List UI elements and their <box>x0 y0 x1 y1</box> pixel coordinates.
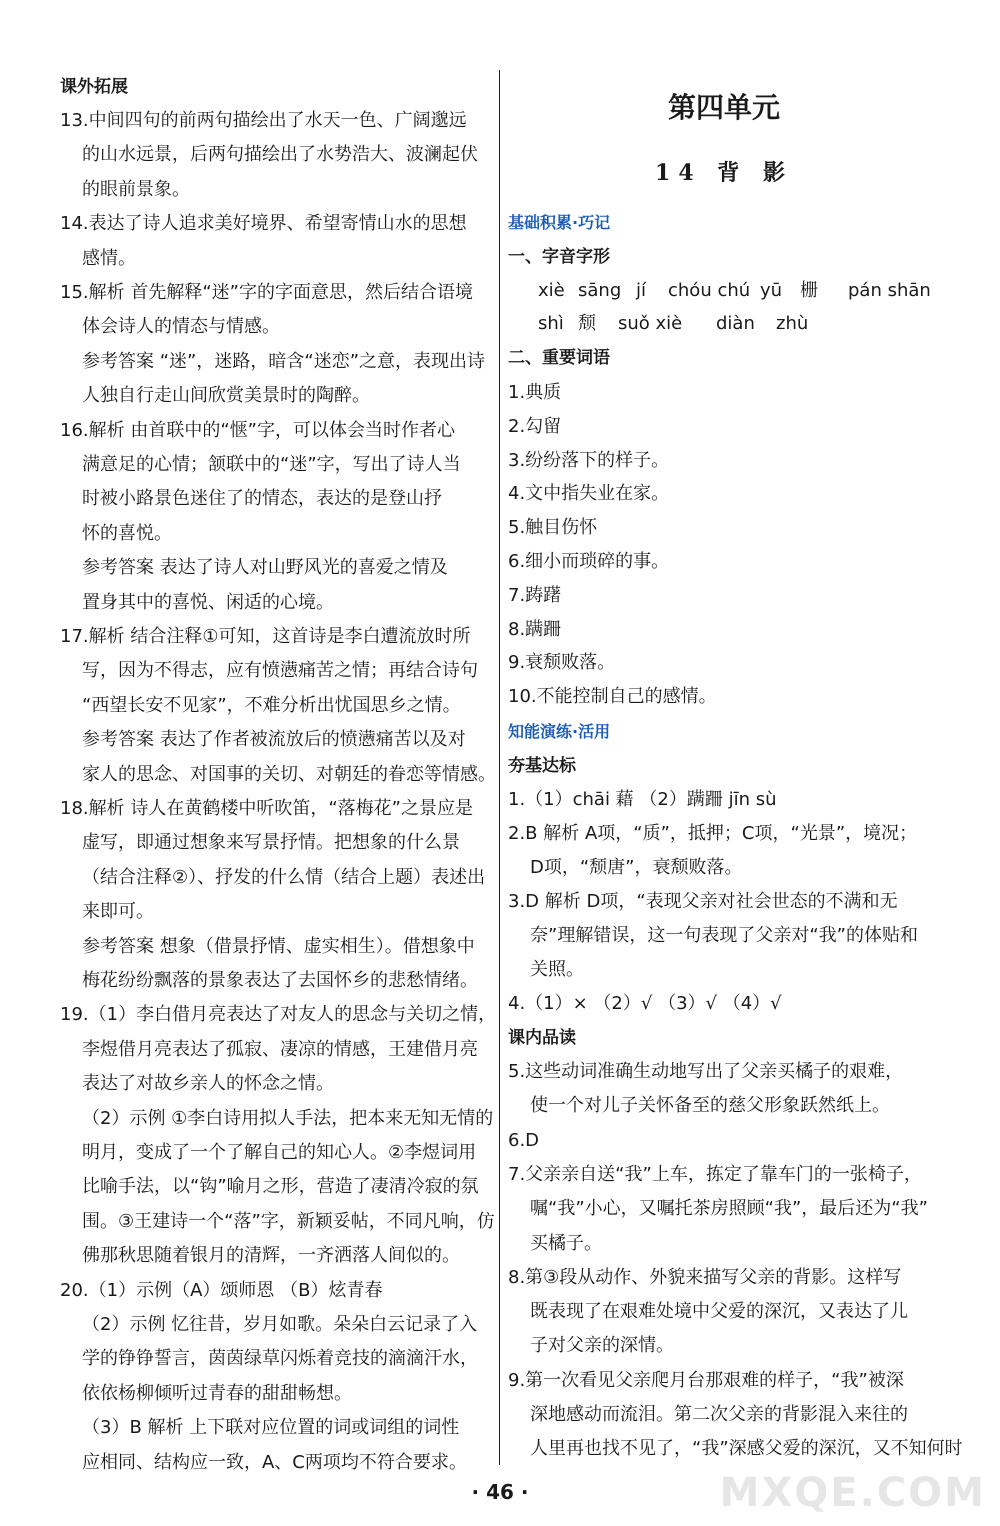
text-line: 来即可。 <box>82 901 154 923</box>
text-line: 的眼前景象。 <box>82 178 190 200</box>
blue-heading-basic: 基础积累·巧记 <box>508 213 611 232</box>
text-line: 20.（1）示例（A）颂师恩 （B）炫青春 <box>60 1279 383 1301</box>
text-line: 19.（1）李白借月亮表达了对友人的思念与关切之情， <box>60 1004 497 1026</box>
text-line: 3.纷纷落下的样子。 <box>508 449 670 471</box>
text-line: 应相同、结构应一致，A、C两项均不符合要求。 <box>82 1451 467 1473</box>
watermark: MXQE.COM <box>719 1470 986 1516</box>
pinyin-item: 颓 <box>578 313 596 334</box>
text-line: 既表现了在艰难处境中父爱的深沉，又表达了儿 <box>530 1301 908 1323</box>
text-line: 参考答案 表达了作者被流放后的愤懑痛苦以及对 <box>82 729 466 751</box>
text-line: 1.典质 <box>508 382 562 403</box>
text-line: 5.这些动词准确生动地写出了父亲买橘子的艰难， <box>508 1061 904 1082</box>
text-line: 满意足的心情；颔联中的“迷”字，写出了诗人当 <box>82 454 461 475</box>
text-line: 17.解析 结合注释①可知，这首诗是李白遭流放时所 <box>60 626 471 647</box>
text-line: 参考答案 表达了诗人对山野风光的喜爱之情及 <box>82 557 448 579</box>
text-line: 2.B 解析 A项，“质”，抵押；C项，“光景”，境况； <box>508 823 918 844</box>
section-heading: 课外拓展 <box>60 77 128 97</box>
text-line: 学的铮铮誓言，茵茵绿草闪烁着竞技的滴滴汗水， <box>82 1348 478 1370</box>
text-line: 6.D <box>508 1129 540 1151</box>
pinyin-item: suǒ xiè <box>618 313 683 334</box>
pinyin-item: yū <box>760 280 783 301</box>
text-line: 关照。 <box>530 959 584 980</box>
text-line: 明月，变成了一个了解自己的知心人。②李煜词用 <box>82 1142 477 1163</box>
text-line: 9.衰颓败落。 <box>508 652 616 674</box>
text-line: 14.表达了诗人追求美好境界、希望寄情山水的思想 <box>60 213 467 235</box>
text-line: 子对父亲的深情。 <box>530 1335 674 1357</box>
text-line: 使一个对儿子关怀备至的慈父形象跃然纸上。 <box>530 1095 890 1117</box>
text-line: 奈”理解错误，这一句表现了父亲对“我”的体贴和 <box>530 925 918 946</box>
blue-heading-practice: 知能演练·活用 <box>508 722 611 741</box>
subheading-pronunciation: 一、字音字形 <box>508 247 610 267</box>
text-line: “西望长安不见家”，不难分析出忧国思乡之情。 <box>82 694 461 716</box>
pinyin-item: chóu chú <box>668 280 751 301</box>
subheading-words: 二、重要词语 <box>508 348 610 368</box>
text-line: 参考答案 “迷”，迷路，暗含“迷恋”之意，表现出诗 <box>82 350 486 372</box>
text-line: 15.解析 首先解释“迷”字的字面意思，然后结合语境 <box>60 282 473 303</box>
text-line: 家人的思念、对国事的关切、对朝廷的眷恋等情感。 <box>82 763 496 785</box>
page-number: · 46 · <box>471 1480 529 1504</box>
text-line: 感情。 <box>82 247 136 269</box>
text-line: 李煜借月亮表达了孤寂、凄凉的情感，王建借月亮 <box>82 1038 478 1060</box>
text-line: 6.细小而琐碎的事。 <box>508 551 670 572</box>
lesson-title: 14 背 影 <box>655 160 793 186</box>
text-line: 梅花纷纷飘落的景象表达了去国怀乡的悲愁情绪。 <box>82 970 478 991</box>
text-line: 1.（1）chāi 藉 （2）蹒跚 jīn sù <box>508 789 777 810</box>
text-line: 参考答案 想象（借景抒情、虚实相生）。借想象中 <box>82 935 475 957</box>
text-line: 依依杨柳倾听过青春的甜甜畅想。 <box>82 1382 352 1404</box>
text-line: （2）示例 ①李白诗用拟人手法，把本来无知无情的 <box>82 1107 494 1129</box>
text-line: 置身其中的喜悦、闲适的心境。 <box>82 591 334 613</box>
pinyin-item: shì <box>538 313 564 334</box>
pinyin-item: diàn <box>716 313 755 334</box>
text-line: 围。③王建诗一个“落”字，新颖妥帖，不同凡响，仿 <box>82 1210 495 1232</box>
text-line: 人独自行走山间欣赏美景时的陶醉。 <box>82 385 370 407</box>
text-line: D项，“颓唐”，衰颓败落。 <box>530 857 743 878</box>
text-line: 的山水远景，后两句描绘出了水势浩大、波澜起伏 <box>82 144 478 166</box>
text-line: 时被小路景色迷住了的情态，表达的是登山抒 <box>82 488 442 510</box>
pinyin-item: pán shān <box>848 280 931 301</box>
pinyin-item: xiè <box>538 280 565 301</box>
text-line: 比喻手法，以“钩”喻月之形，营造了凄清冷寂的氛 <box>82 1176 479 1198</box>
pinyin-item: 栅 <box>800 280 818 301</box>
text-line: 13.中间四句的前两句描绘出了水天一色、广阔邈远 <box>60 110 467 131</box>
text-line: 虚写，即通过想象来写景抒情。把想象的什么景 <box>82 832 460 854</box>
text-line: 16.解析 由首联中的“惬”字，可以体会当时作者心 <box>60 419 455 441</box>
pinyin-item: zhù <box>776 313 809 334</box>
text-line: 7.父亲亲自送“我”上车，拣定了靠车门的一张椅子， <box>508 1163 922 1185</box>
text-line: （2）示例 忆往昔，岁月如歌。朵朵白云记录了入 <box>82 1314 478 1335</box>
text-line: 9.第一次看见父亲爬月台那艰难的样子，“我”被深 <box>508 1369 904 1391</box>
pinyin-item: sāng <box>578 280 622 301</box>
text-line: 写，因为不得志，应有愤懑痛苦之情；再结合诗句 <box>82 660 478 682</box>
text-line: 买橘子。 <box>530 1232 602 1254</box>
text-line: 8.蹒跚 <box>508 618 562 640</box>
text-line: 5.触目伤怀 <box>508 517 598 539</box>
text-line: 10.不能控制自己的感情。 <box>508 686 717 708</box>
column-divider <box>499 70 500 1465</box>
text-line: 2.勾留 <box>508 415 562 437</box>
text-line: （结合注释②）、抒发的什么情（结合上题）表述出 <box>82 866 486 888</box>
text-line: 表达了对故乡亲人的怀念之情。 <box>82 1073 334 1095</box>
text-line: 8.第③段从动作、外貌来描写父亲的背影。这样写 <box>508 1266 902 1288</box>
text-line: 3.D 解析 D项，“表现父亲对社会世态的不满和无 <box>508 891 898 912</box>
text-line: 7.踌躇 <box>508 584 562 606</box>
text-line: 人里再也找不见了，“我”深感父爱的深沉，又不知何时 <box>530 1438 963 1460</box>
text-line: 4.文中指失业在家。 <box>508 483 670 505</box>
text-line: 体会诗人的情态与情感。 <box>82 316 280 338</box>
text-line: 怀的喜悦。 <box>82 522 172 544</box>
unit-title: 第四单元 <box>667 91 780 124</box>
text-line: 4.（1）× （2）√ （3）√ （4）√ <box>508 993 782 1014</box>
pinyin-item: jí <box>636 280 647 301</box>
subheading-reading: 课内品读 <box>508 1028 576 1048</box>
text-line: 嘱“我”小心，又嘱托茶房照顾“我”，最后还为“我” <box>530 1198 928 1220</box>
text-line: （3）B 解析 上下联对应位置的词或词组的词性 <box>82 1417 460 1439</box>
text-line: 18.解析 诗人在黄鹤楼中听吹笛，“落梅花”之景应是 <box>60 798 473 819</box>
text-line: 佛那秋思随着银月的清辉，一齐洒落人间似的。 <box>82 1245 460 1267</box>
subheading-foundation: 夯基达标 <box>508 756 576 776</box>
text-line: 深地感动而流泪。第二次父亲的背影混入来往的 <box>530 1404 908 1425</box>
